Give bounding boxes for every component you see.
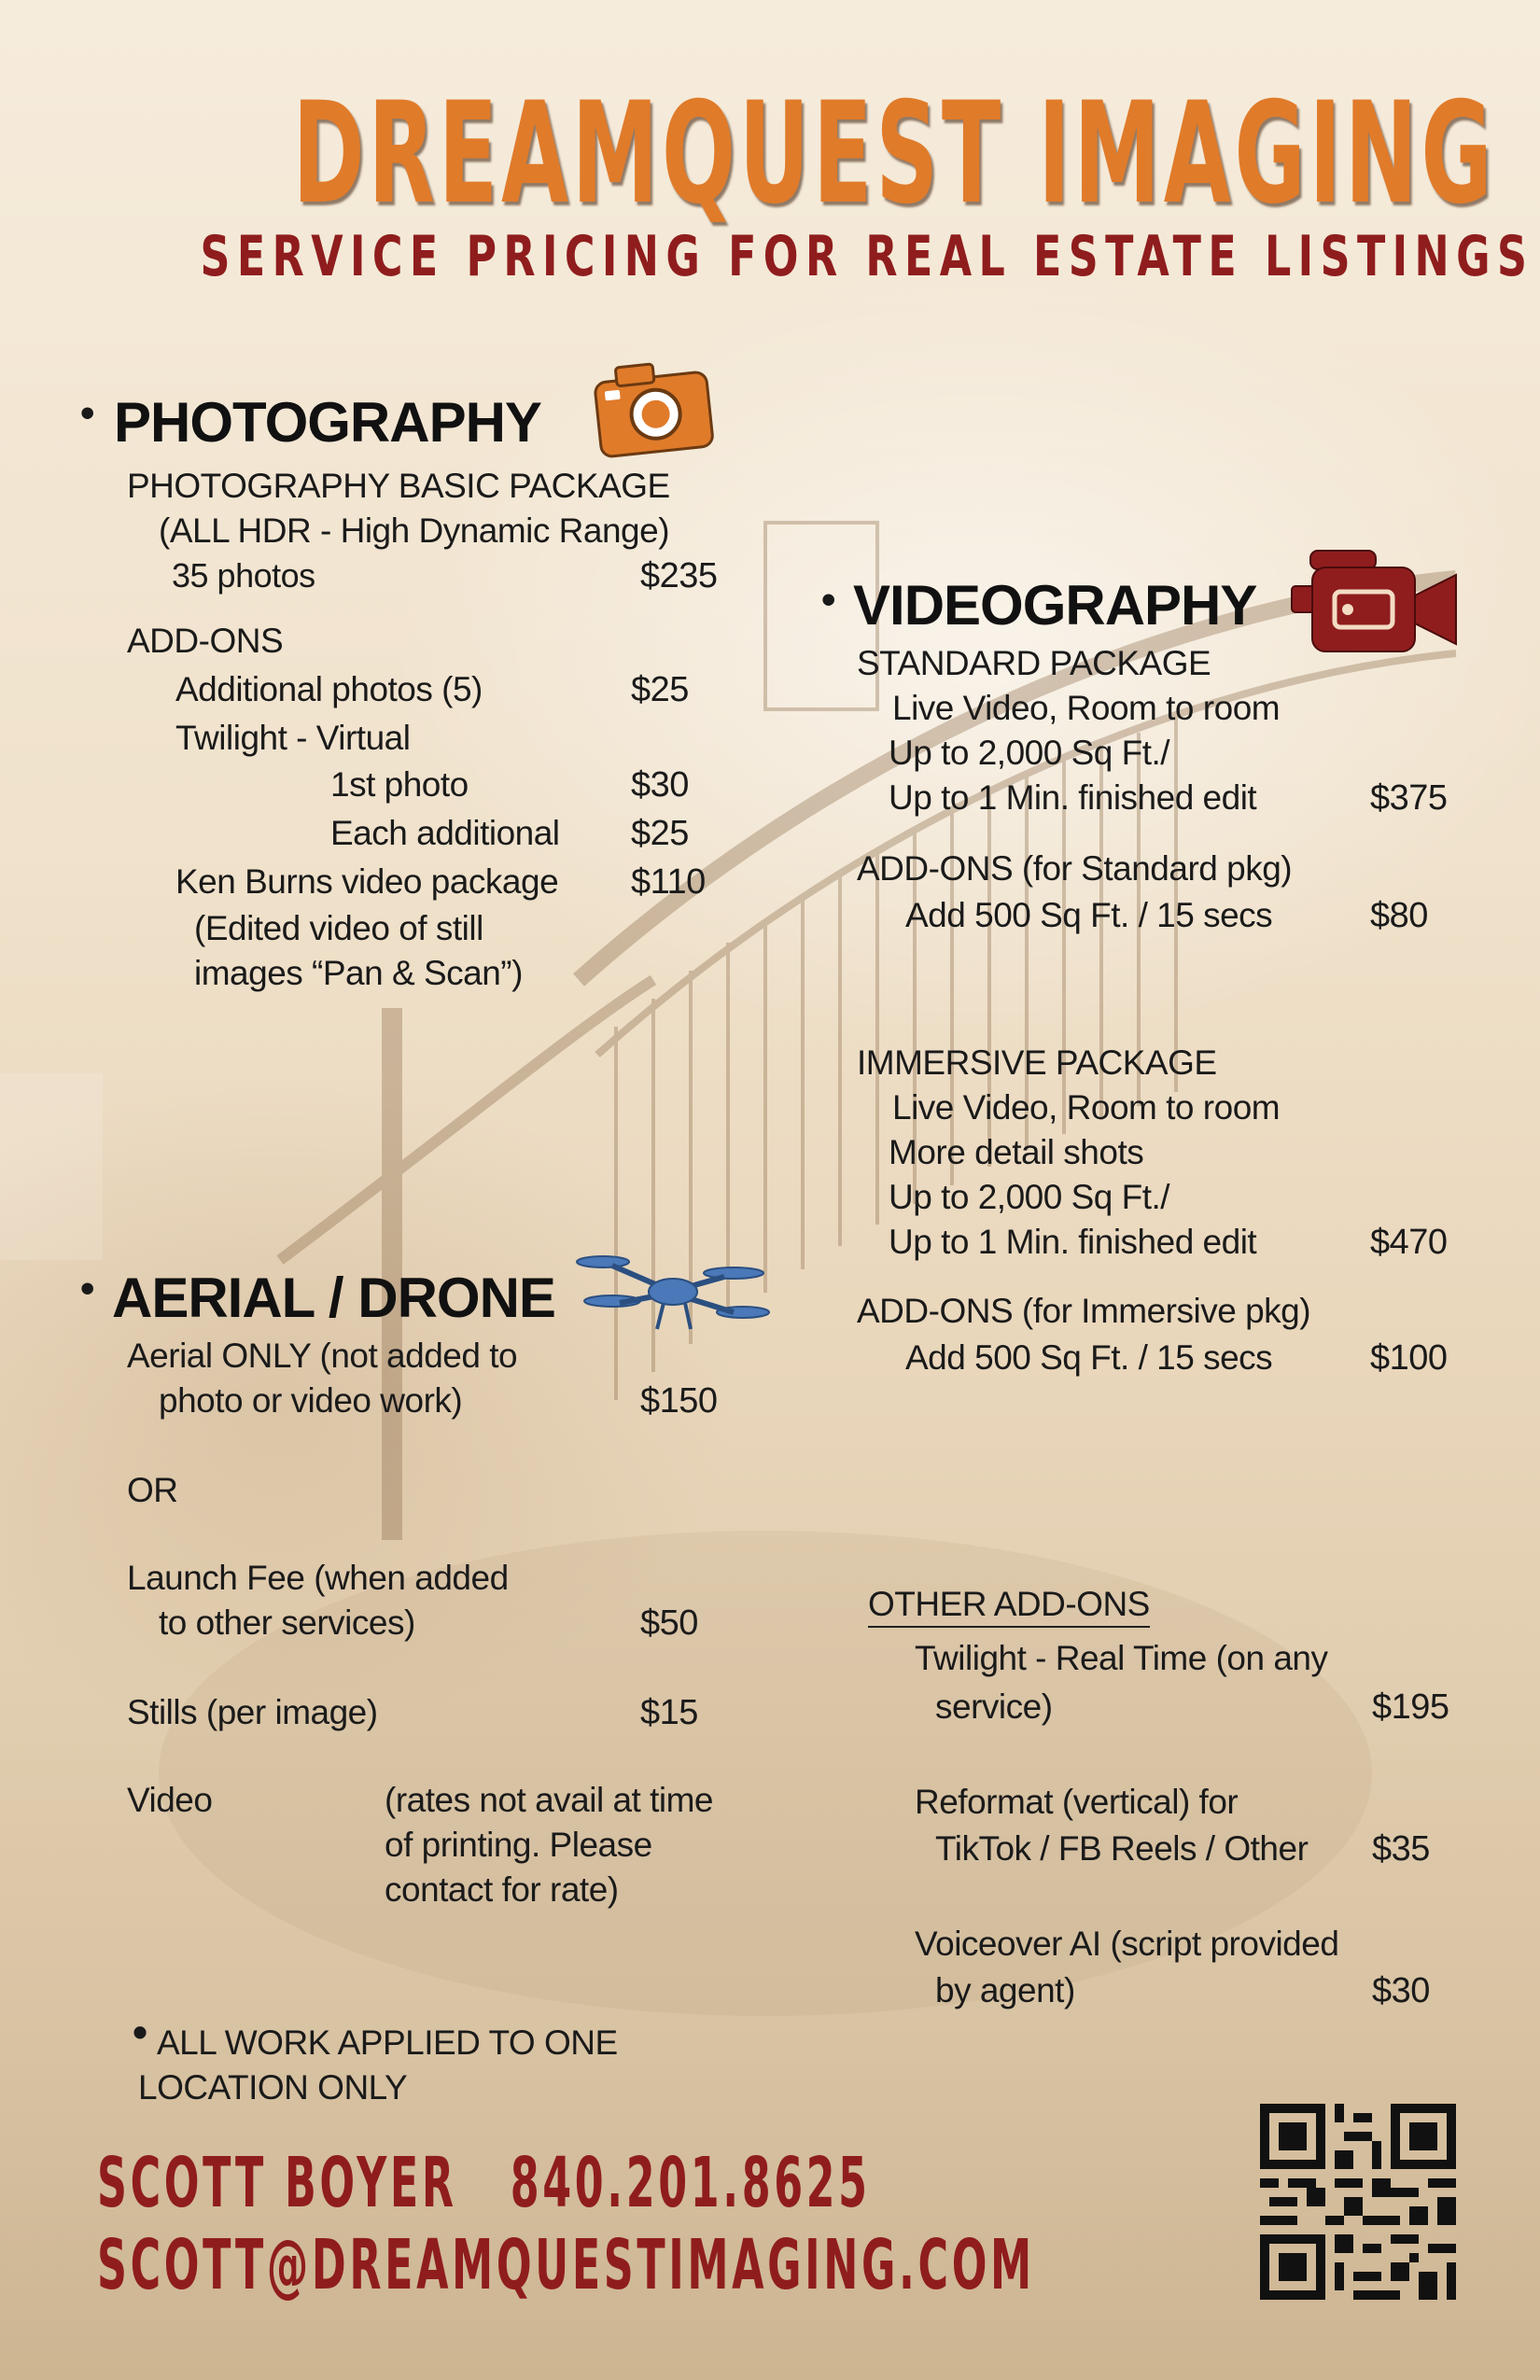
other-twilight-price: $195 [1372, 1687, 1449, 1727]
contact-name-phone: SCOTT BOYER 840.201.8625 [97, 2143, 871, 2223]
video-immersive-line-4: Up to 1 Min. finished edit [889, 1223, 1257, 1261]
other-voiceover-line-2: by agent) [935, 1971, 1075, 2009]
video-immersive-addon-price: $100 [1370, 1338, 1448, 1378]
note-bullet: • [133, 2008, 148, 2056]
aerial-heading: AERIAL / DRONE [112, 1267, 555, 1329]
photo-basic-subtitle: (ALL HDR - High Dynamic Range) [159, 511, 670, 550]
photography-bullet: • [80, 390, 95, 436]
video-standard-price: $375 [1370, 778, 1448, 818]
photo-ken-burns-note-2: images “Pan & Scan”) [194, 954, 523, 992]
other-addons-heading: OTHER ADD-ONS [868, 1585, 1150, 1628]
photo-twilight-virtual: Twilight - Virtual [175, 719, 411, 757]
contact-email[interactable]: SCOTT@DREAMQUESTIMAGING.COM [97, 2225, 1035, 2305]
other-reformat-price: $35 [1372, 1829, 1430, 1869]
aerial-bullet: • [80, 1266, 95, 1311]
video-standard-line-1: Live Video, Room to room [892, 689, 1281, 727]
other-twilight-line-1: Twilight - Real Time (on any [915, 1639, 1328, 1677]
aerial-video: Video [127, 1781, 213, 1819]
aerial-video-note-1: (rates not avail at time [385, 1781, 713, 1819]
page-subtitle: SERVICE PRICING FOR REAL ESTATE LISTINGS [200, 224, 1534, 289]
aerial-launch-price: $50 [640, 1603, 698, 1643]
video-immersive-line-2: More detail shots [889, 1133, 1144, 1171]
video-immersive-title: IMMERSIVE PACKAGE [857, 1043, 1217, 1082]
drone-icon [575, 1245, 771, 1335]
other-reformat-line-1: Reformat (vertical) for [915, 1783, 1239, 1821]
video-immersive-addons: ADD-ONS (for Immersive pkg) [857, 1292, 1311, 1330]
photo-ken-burns-price: $110 [631, 862, 706, 902]
note-line-2: LOCATION ONLY [138, 2068, 408, 2107]
video-standard-addons: ADD-ONS (for Standard pkg) [857, 849, 1293, 888]
photo-twilight-each: Each additional [330, 814, 560, 852]
photo-basic-item: 35 photos [172, 556, 315, 595]
other-voiceover-price: $30 [1372, 1971, 1430, 2010]
aerial-stills-price: $15 [640, 1693, 698, 1732]
aerial-stills: Stills (per image) [127, 1693, 378, 1731]
aerial-video-note-3: contact for rate) [385, 1870, 619, 1909]
other-voiceover-line-1: Voiceover AI (script provided [915, 1925, 1339, 1963]
photo-ken-burns-note-1: (Edited video of still [194, 909, 483, 947]
aerial-only-line-1: Aerial ONLY (not added to [127, 1337, 518, 1375]
video-standard-addon-item: Add 500 Sq Ft. / 15 secs [905, 896, 1273, 934]
other-reformat-line-2: TikTok / FB Reels / Other [935, 1829, 1309, 1868]
page-title: DREAMQUEST IMAGING [292, 73, 1496, 235]
photo-basic-title: PHOTOGRAPHY BASIC PACKAGE [127, 467, 670, 505]
camera-icon [588, 357, 719, 461]
photo-additional-photos: Additional photos (5) [175, 670, 483, 708]
aerial-or: OR [127, 1471, 178, 1509]
qr-code-icon[interactable] [1260, 2104, 1456, 2300]
aerial-launch-line-1: Launch Fee (when added [127, 1559, 509, 1597]
photo-addons-label: ADD-ONS [127, 622, 284, 660]
photo-ken-burns: Ken Burns video package [175, 862, 559, 901]
photography-heading: PHOTOGRAPHY [114, 391, 541, 454]
video-standard-addon-price: $80 [1370, 896, 1428, 935]
video-standard-line-3: Up to 1 Min. finished edit [889, 778, 1257, 817]
aerial-only-price: $150 [640, 1381, 718, 1421]
photo-additional-photos-price: $25 [631, 670, 689, 709]
video-immersive-addon-item: Add 500 Sq Ft. / 15 secs [905, 1338, 1273, 1377]
videography-heading: VIDEOGRAPHY [853, 574, 1257, 637]
photo-twilight-each-price: $25 [631, 814, 689, 853]
photo-basic-price: $235 [640, 556, 718, 595]
video-standard-title: STANDARD PACKAGE [857, 644, 1211, 682]
video-immersive-price: $470 [1370, 1223, 1448, 1262]
photo-twilight-first: 1st photo [330, 765, 469, 804]
videography-bullet: • [821, 577, 836, 623]
video-immersive-line-3: Up to 2,000 Sq Ft./ [889, 1178, 1170, 1216]
other-twilight-line-2: service) [935, 1687, 1053, 1726]
video-immersive-line-1: Live Video, Room to room [892, 1088, 1281, 1127]
aerial-launch-line-2: to other services) [159, 1603, 415, 1642]
video-standard-line-2: Up to 2,000 Sq Ft./ [889, 734, 1170, 772]
aerial-only-line-2: photo or video work) [159, 1381, 463, 1420]
photo-twilight-first-price: $30 [631, 765, 689, 805]
note-line-1: ALL WORK APPLIED TO ONE [157, 2023, 618, 2062]
video-camera-icon [1290, 547, 1460, 659]
aerial-video-note-2: of printing. Please [385, 1826, 652, 1864]
